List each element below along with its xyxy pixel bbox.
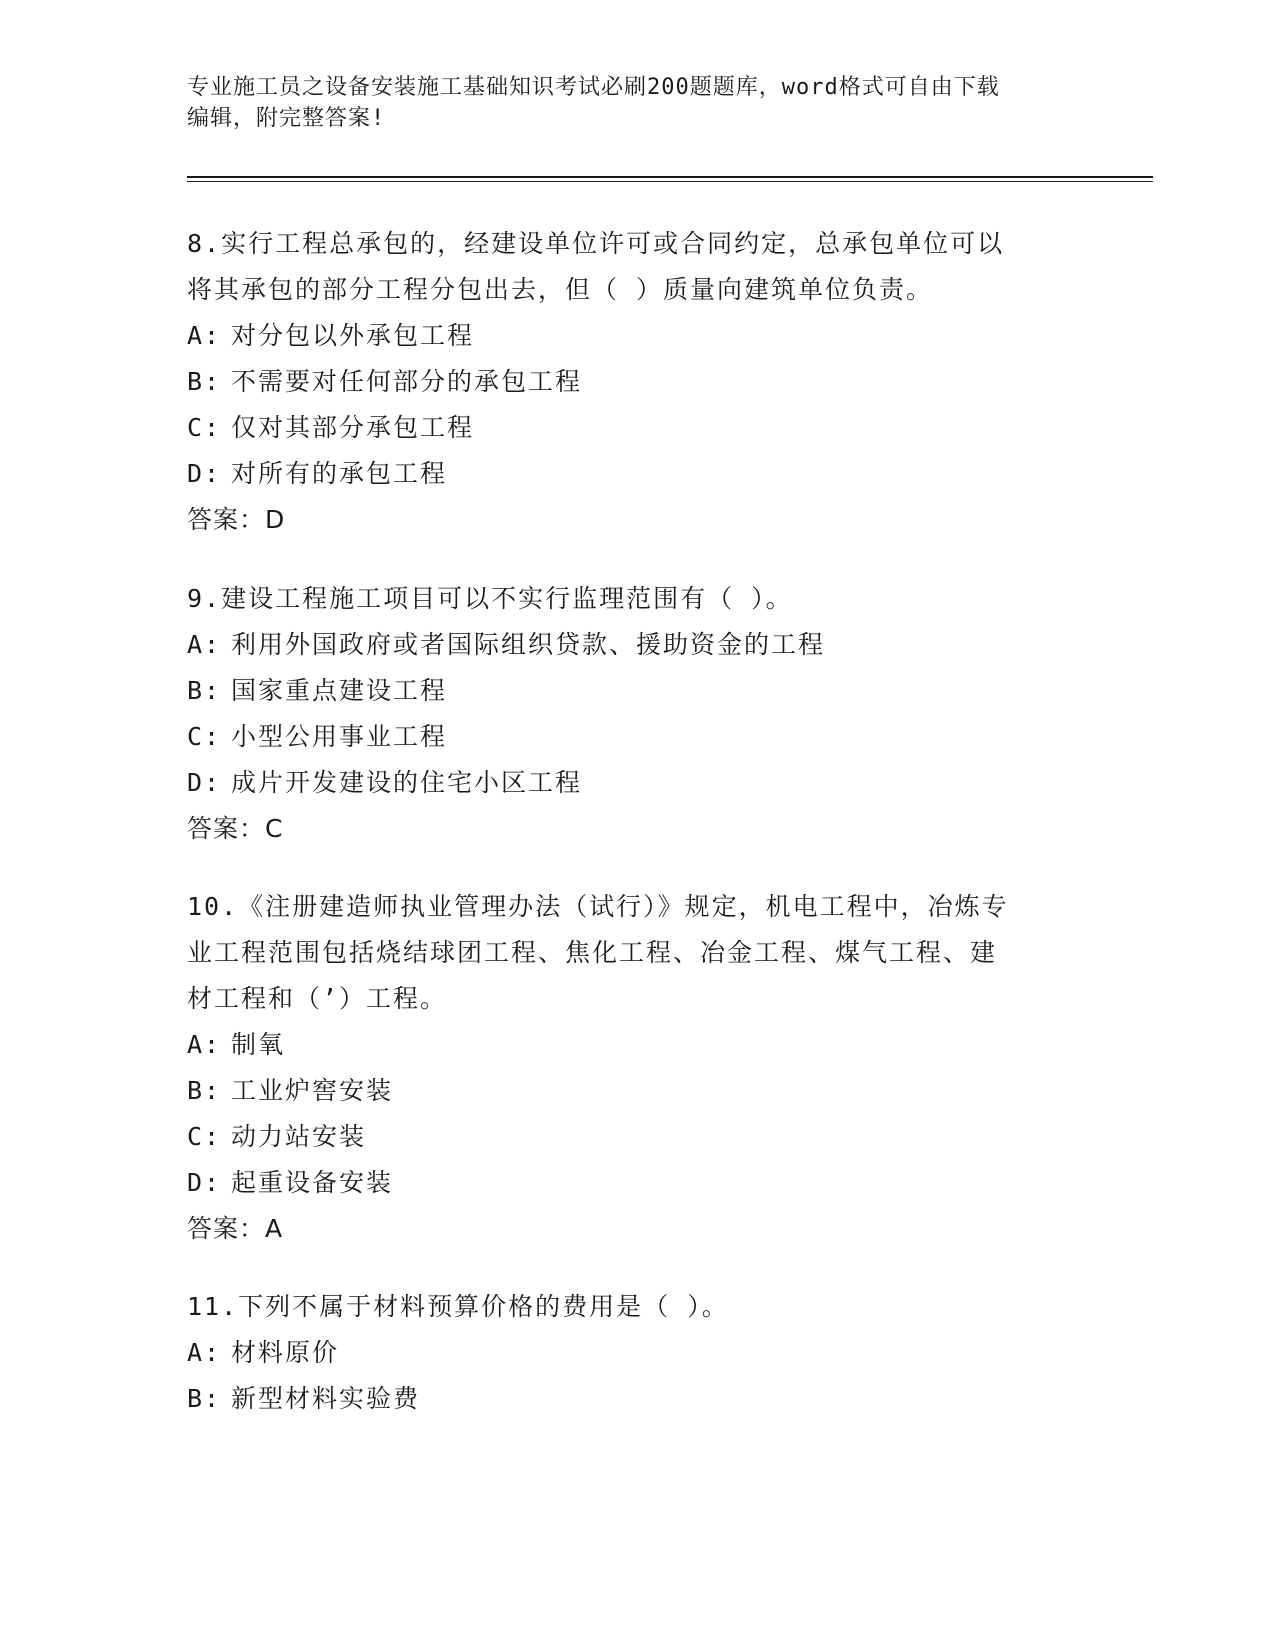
question-stem-line: 8.实行工程总承包的，经建设单位许可或合同约定，总承包单位可以 xyxy=(187,229,1005,258)
answer: 答案：C xyxy=(187,814,284,843)
option-key: C: xyxy=(187,1122,222,1151)
header-divider-thin xyxy=(187,181,1153,182)
option-key: D: xyxy=(187,768,222,797)
option-a xyxy=(187,1022,1087,1068)
option-key: D: xyxy=(187,459,222,488)
option-text: 动力站安装 xyxy=(231,1122,367,1151)
option-text: 利用外国政府或者国际组织贷款、援助资金的工程 xyxy=(231,630,826,659)
question-stem-line: 业工程范围包括烧结球团工程、焦化工程、冶金工程、煤气工程、建 xyxy=(187,938,998,967)
option-b xyxy=(187,1376,1087,1422)
option-text: 对所有的承包工程 xyxy=(231,459,448,488)
option-text: 仅对其部分承包工程 xyxy=(231,413,475,442)
header-line-1: 专业施工员之设备安装施工基础知识考试必刷200题题库，word格式可自由下载 xyxy=(187,75,1000,100)
option-key: A: xyxy=(187,321,222,350)
option-d xyxy=(187,1160,1087,1206)
option-a xyxy=(187,1330,1087,1376)
option-text: 工业炉窖安装 xyxy=(231,1076,394,1105)
question-stem-line: 材工程和（’）工程。 xyxy=(187,984,448,1013)
option-text: 小型公用事业工程 xyxy=(231,722,448,751)
option-key: B: xyxy=(187,367,222,396)
option-text: 制氧 xyxy=(231,1030,286,1059)
option-c xyxy=(187,714,1087,760)
answer: 答案：A xyxy=(187,1214,284,1243)
question-9 xyxy=(187,576,1087,852)
question-stem-line: 10.《注册建造师执业管理办法（试行）》规定，机电工程中，冶炼专 xyxy=(187,892,1009,921)
question-11 xyxy=(187,1284,1087,1422)
option-b xyxy=(187,668,1087,714)
option-key: A: xyxy=(187,1338,222,1367)
answer: 答案：D xyxy=(187,505,286,534)
question-10 xyxy=(187,884,1087,1252)
option-a xyxy=(187,622,1087,668)
option-text: 起重设备安装 xyxy=(231,1168,394,1197)
option-text: 材料原价 xyxy=(231,1338,340,1367)
question-8 xyxy=(187,221,1087,543)
option-b xyxy=(187,359,1087,405)
option-text: 成片开发建设的住宅小区工程 xyxy=(231,768,583,797)
question-stem-line: 9.建设工程施工项目可以不实行监理范围有（ ）。 xyxy=(187,584,793,613)
header-divider-thick xyxy=(187,176,1153,178)
option-key: B: xyxy=(187,1384,222,1413)
question-stem-line: 将其承包的部分工程分包出去，但（ ）质量向建筑单位负责。 xyxy=(187,275,934,304)
option-text: 新型材料实验费 xyxy=(231,1384,421,1413)
option-b xyxy=(187,1068,1087,1114)
option-key: D: xyxy=(187,1168,222,1197)
option-key: A: xyxy=(187,1030,222,1059)
question-stem-line: 11.下列不属于材料预算价格的费用是（ ）。 xyxy=(187,1292,729,1321)
option-text: 不需要对任何部分的承包工程 xyxy=(231,367,583,396)
option-text: 国家重点建设工程 xyxy=(231,676,448,705)
option-key: C: xyxy=(187,413,222,442)
option-c xyxy=(187,1114,1087,1160)
option-key: C: xyxy=(187,722,222,751)
option-key: B: xyxy=(187,1076,222,1105)
option-key: A: xyxy=(187,630,222,659)
option-key: B: xyxy=(187,676,222,705)
option-d xyxy=(187,760,1087,806)
option-a xyxy=(187,313,1087,359)
option-d xyxy=(187,451,1087,497)
option-text: 对分包以外承包工程 xyxy=(231,321,475,350)
document-header xyxy=(187,72,1087,134)
option-c xyxy=(187,405,1087,451)
header-line-2: 编辑，附完整答案! xyxy=(187,106,386,131)
